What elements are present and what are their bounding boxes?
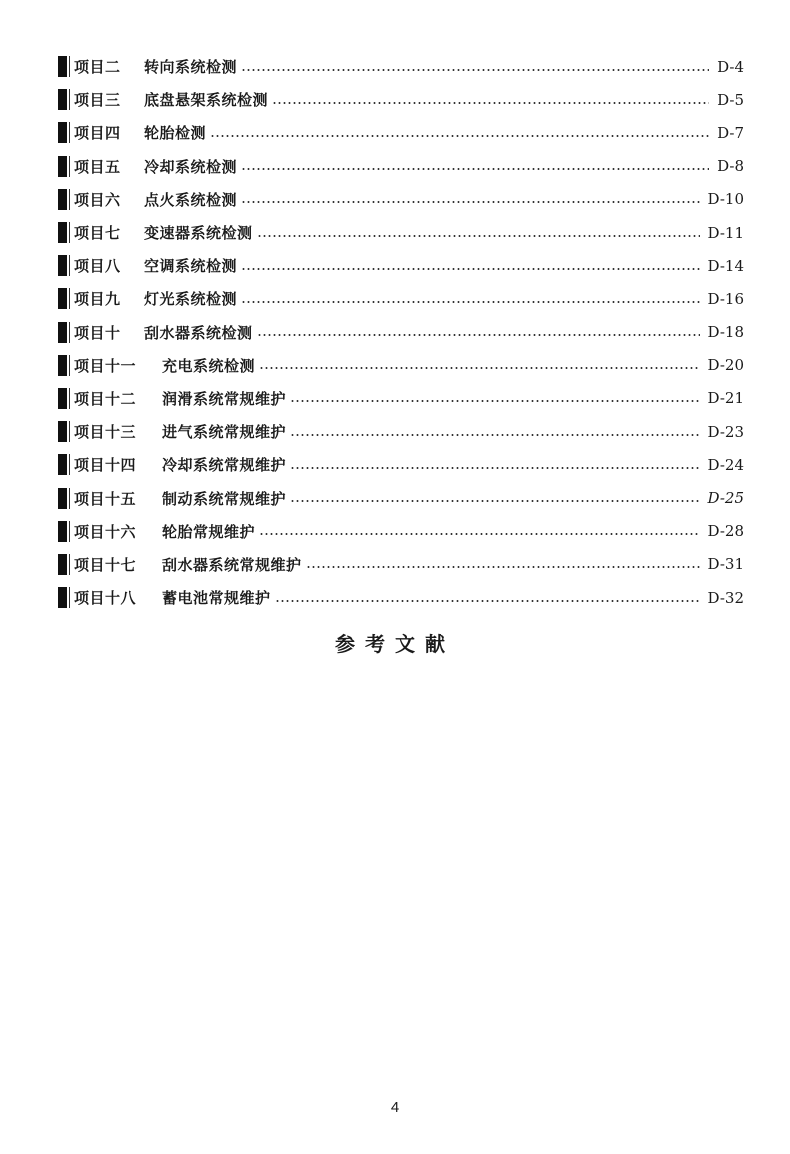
toc-entry[interactable] xyxy=(58,316,744,349)
toc-entry[interactable] xyxy=(58,282,744,315)
dot-leader xyxy=(272,102,709,104)
dot-leader xyxy=(241,301,700,303)
dot-leader xyxy=(290,500,700,502)
dot-leader xyxy=(241,69,709,71)
bullet-marker-icon xyxy=(58,189,67,210)
project-title: 空调系统检测 xyxy=(144,257,238,276)
bullet-marker-line xyxy=(69,587,70,608)
page-ref: D-23 xyxy=(707,422,744,441)
bullet-marker-line xyxy=(69,89,70,110)
dot-leader xyxy=(257,334,700,336)
bullet-marker-icon xyxy=(58,488,67,509)
bullet-marker-line xyxy=(69,488,70,509)
bullet-marker-icon xyxy=(58,554,67,575)
project-number: 项目十六 xyxy=(74,522,137,541)
bullet-marker-line xyxy=(69,189,70,210)
project-number: 项目十三 xyxy=(74,423,137,442)
dot-leader xyxy=(306,566,700,568)
project-number: 项目四 xyxy=(74,124,121,143)
bullet-marker-icon xyxy=(58,388,67,409)
bullet-marker-line xyxy=(69,388,70,409)
page-ref: D-32 xyxy=(707,588,744,607)
project-title: 冷却系统检测 xyxy=(144,157,238,176)
toc-entry[interactable] xyxy=(58,150,744,183)
bullet-marker-icon xyxy=(58,587,67,608)
project-number: 项目九 xyxy=(74,290,121,309)
bullet-marker-icon xyxy=(58,255,67,276)
dot-leader xyxy=(275,600,700,602)
bullet-marker-line xyxy=(69,355,70,376)
project-number: 项目五 xyxy=(74,157,121,176)
project-title: 轮胎检测 xyxy=(144,124,207,143)
project-number: 项目二 xyxy=(74,58,121,77)
project-number: 项目十二 xyxy=(74,389,137,408)
bullet-marker-icon xyxy=(58,288,67,309)
bullet-marker-icon xyxy=(58,222,67,243)
page-number: 4 xyxy=(390,1099,400,1116)
project-number: 项目十四 xyxy=(74,456,137,475)
page-ref: D-14 xyxy=(707,256,744,275)
dot-leader xyxy=(241,201,700,203)
project-title: 润滑系统常规维护 xyxy=(162,389,287,408)
page-ref: D-24 xyxy=(707,455,744,474)
project-number: 项目三 xyxy=(74,91,121,110)
project-title: 制动系统常规维护 xyxy=(162,489,287,508)
project-number: 项目十一 xyxy=(74,356,137,375)
bullet-marker-line xyxy=(69,122,70,143)
table-of-contents xyxy=(58,50,744,614)
project-title: 变速器系统检测 xyxy=(144,224,253,243)
bullet-marker-icon xyxy=(58,322,67,343)
page-ref: D-18 xyxy=(707,323,744,342)
dot-leader xyxy=(241,168,709,170)
project-number: 项目七 xyxy=(74,224,121,243)
page-ref: D-8 xyxy=(717,157,744,176)
bullet-marker-line xyxy=(69,554,70,575)
project-number: 项目十八 xyxy=(74,589,137,608)
project-title: 灯光系统检测 xyxy=(144,290,238,309)
page-ref: D-20 xyxy=(707,356,744,375)
toc-entry[interactable] xyxy=(58,481,744,514)
toc-entry[interactable] xyxy=(58,50,744,83)
toc-entry[interactable] xyxy=(58,183,744,216)
toc-entry[interactable] xyxy=(58,415,744,448)
page-ref: D-16 xyxy=(707,289,744,308)
bullet-marker-line xyxy=(69,421,70,442)
project-title: 点火系统检测 xyxy=(144,190,238,209)
page-ref: D-7 xyxy=(717,123,744,142)
toc-entry[interactable] xyxy=(58,515,744,548)
project-title: 刮水器系统常规维护 xyxy=(162,555,302,574)
bullet-marker-icon xyxy=(58,122,67,143)
project-number: 项目八 xyxy=(74,257,121,276)
project-title: 转向系统检测 xyxy=(144,58,238,77)
page-ref: D-11 xyxy=(707,223,744,242)
bullet-marker-line xyxy=(69,521,70,542)
dot-leader xyxy=(257,235,700,237)
project-title: 冷却系统常规维护 xyxy=(162,456,287,475)
references-heading[interactable]: 参考文献 xyxy=(335,632,455,656)
bullet-marker-icon xyxy=(58,56,67,77)
dot-leader xyxy=(210,135,709,137)
bullet-marker-line xyxy=(69,222,70,243)
toc-entry[interactable] xyxy=(58,448,744,481)
project-title: 底盘悬架系统检测 xyxy=(144,91,269,110)
project-number: 项目十五 xyxy=(74,489,137,508)
bullet-marker-icon xyxy=(58,454,67,475)
dot-leader xyxy=(259,367,700,369)
bullet-marker-icon xyxy=(58,355,67,376)
bullet-marker-icon xyxy=(58,421,67,442)
bullet-marker-line xyxy=(69,322,70,343)
toc-entry[interactable] xyxy=(58,548,744,581)
bullet-marker-icon xyxy=(58,89,67,110)
toc-entry[interactable] xyxy=(58,116,744,149)
bullet-marker-line xyxy=(69,56,70,77)
dot-leader xyxy=(290,434,700,436)
page-ref: D-25 xyxy=(707,489,744,508)
toc-entry[interactable] xyxy=(58,349,744,382)
page-ref: D-4 xyxy=(717,57,744,76)
bullet-marker-line xyxy=(69,156,70,177)
bullet-marker-icon xyxy=(58,156,67,177)
toc-entry[interactable] xyxy=(58,382,744,415)
bullet-marker-line xyxy=(69,454,70,475)
page-ref: D-28 xyxy=(707,522,744,541)
project-title: 进气系统常规维护 xyxy=(162,423,287,442)
page-ref: D-5 xyxy=(717,90,744,109)
project-title: 蓄电池常规维护 xyxy=(162,589,271,608)
toc-entry[interactable] xyxy=(58,83,744,116)
project-number: 项目十 xyxy=(74,323,121,342)
page-ref: D-10 xyxy=(707,190,744,209)
dot-leader xyxy=(241,268,700,270)
bullet-marker-line xyxy=(69,255,70,276)
toc-entry[interactable] xyxy=(58,216,744,249)
bullet-marker-line xyxy=(69,288,70,309)
page-ref: D-31 xyxy=(707,555,744,574)
project-title: 刮水器系统检测 xyxy=(144,323,253,342)
project-title: 轮胎常规维护 xyxy=(162,522,256,541)
toc-entry[interactable] xyxy=(58,249,744,282)
project-number: 项目十七 xyxy=(74,555,137,574)
dot-leader xyxy=(259,533,700,535)
dot-leader xyxy=(290,467,700,469)
bullet-marker-icon xyxy=(58,521,67,542)
dot-leader xyxy=(290,400,700,402)
project-title: 充电系统检测 xyxy=(162,356,256,375)
project-number: 项目六 xyxy=(74,190,121,209)
page-ref: D-21 xyxy=(707,389,744,408)
toc-entry[interactable] xyxy=(58,581,744,614)
